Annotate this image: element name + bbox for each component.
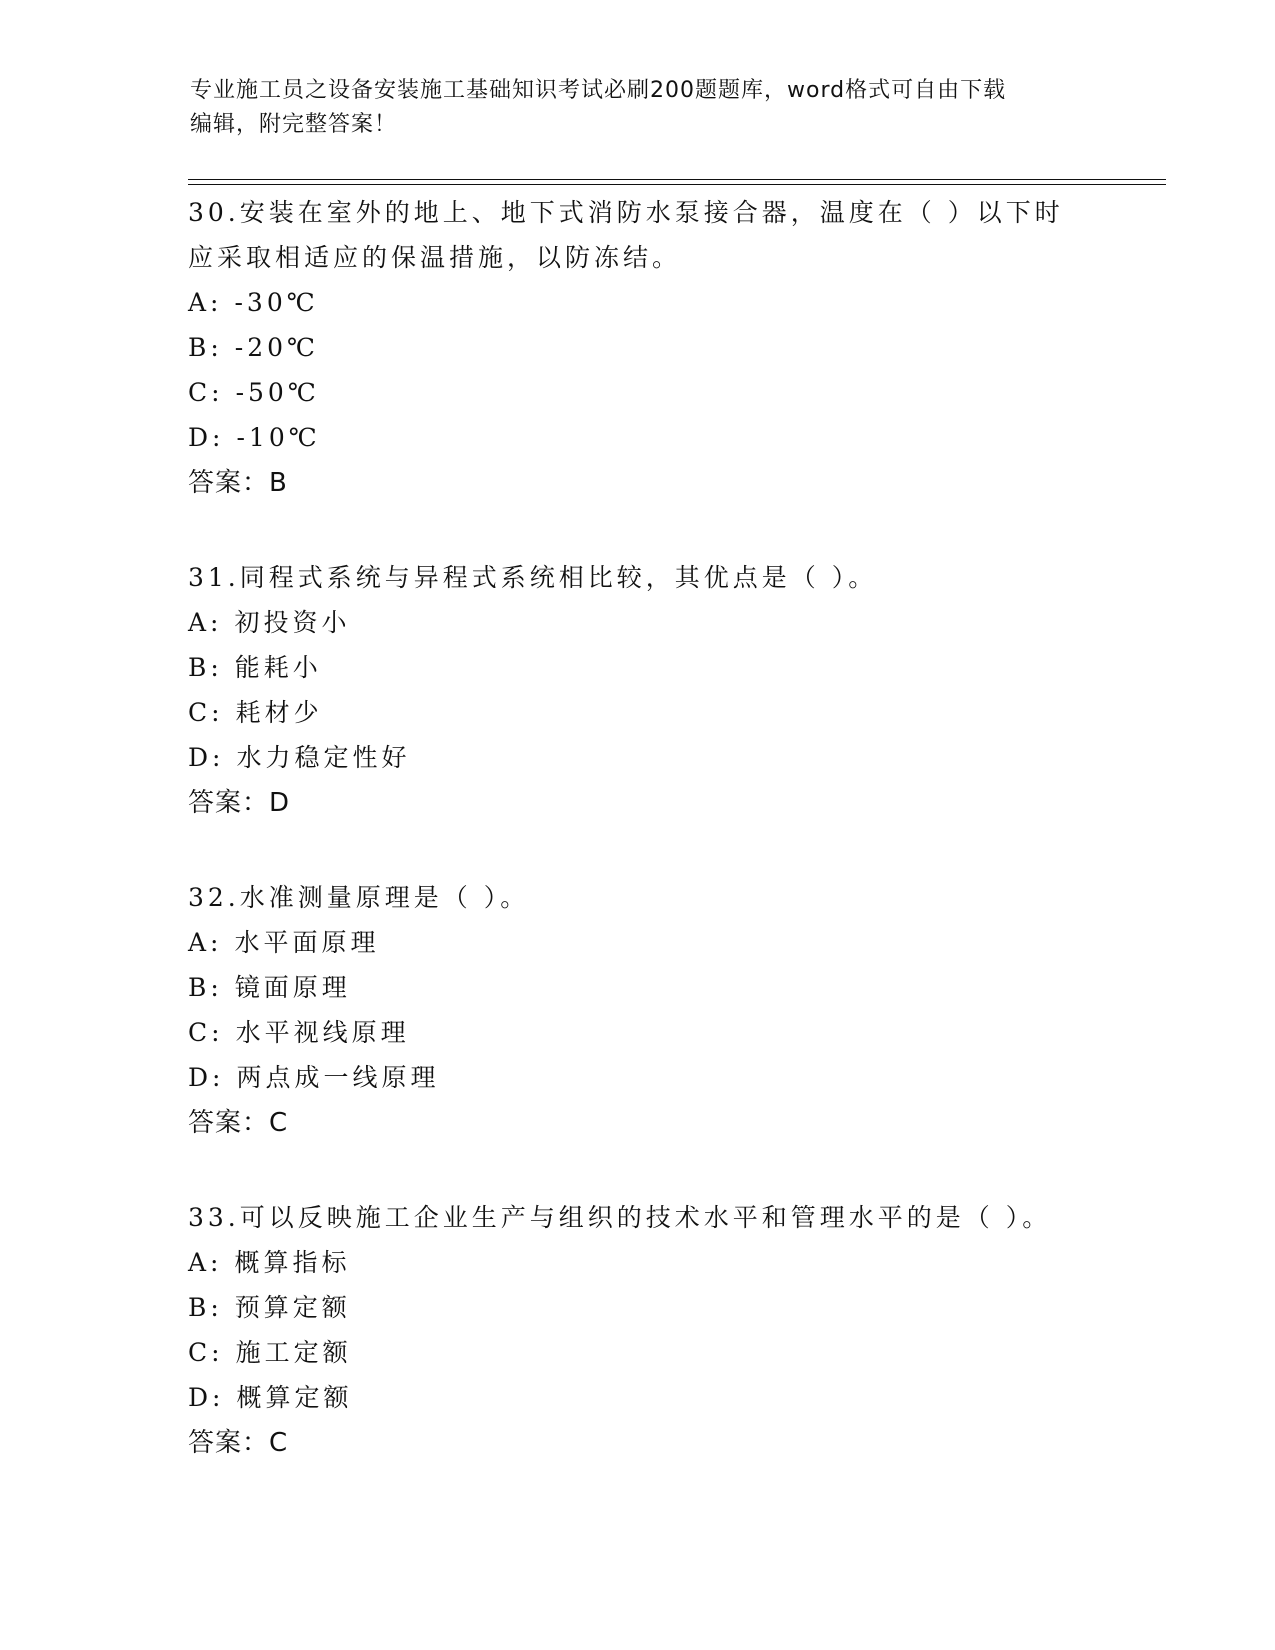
option-text: 两点成一线原理 xyxy=(236,1063,440,1092)
option-letter: A: xyxy=(188,1248,223,1277)
option-b xyxy=(188,325,1088,370)
option-letter: C: xyxy=(188,1338,224,1367)
question-stem xyxy=(188,190,1088,280)
option-c xyxy=(188,690,1088,735)
option-letter: A: xyxy=(188,288,223,317)
question-stem xyxy=(188,875,1088,920)
option-letter: C: xyxy=(188,1018,224,1047)
option-text: -20℃ xyxy=(234,333,320,362)
question-30 xyxy=(188,190,1088,506)
option-text: 水力稳定性好 xyxy=(236,743,411,772)
option-b xyxy=(188,645,1088,690)
option-letter: D: xyxy=(188,743,225,772)
option-text: -50℃ xyxy=(235,378,320,407)
header-line-2: 编辑，附完整答案！ xyxy=(190,112,398,137)
answer-line: 答案：D xyxy=(188,788,291,818)
option-d xyxy=(188,735,1088,780)
option-letter: D: xyxy=(188,1063,225,1092)
option-text: 初投资小 xyxy=(234,608,351,637)
option-letter: B: xyxy=(188,973,223,1002)
option-a xyxy=(188,600,1088,645)
option-letter: A: xyxy=(188,608,223,637)
option-d xyxy=(188,1055,1088,1100)
option-text: 镜面原理 xyxy=(234,973,351,1002)
option-letter: D: xyxy=(188,1383,225,1412)
question-stem-line-1: 32.水准测量原理是（ ）。 xyxy=(188,883,530,912)
option-c xyxy=(188,370,1088,415)
option-text: 预算定额 xyxy=(234,1293,351,1322)
option-letter: B: xyxy=(188,1293,223,1322)
option-c xyxy=(188,1330,1088,1375)
header-line-1: 专业施工员之设备安装施工基础知识考试必刷200题题库，word格式可自由下载 xyxy=(190,78,1007,103)
question-stem xyxy=(188,1195,1088,1240)
question-stem-line-1: 33.可以反映施工企业生产与组织的技术水平和管理水平的是（ ）。 xyxy=(188,1203,1052,1232)
option-text: 概算定额 xyxy=(236,1383,353,1412)
document-header xyxy=(190,74,1070,142)
option-letter: D: xyxy=(188,423,225,452)
question-stem xyxy=(188,555,1088,600)
option-text: 耗材少 xyxy=(235,698,323,727)
question-31 xyxy=(188,555,1088,826)
answer-line: 答案：C xyxy=(188,1108,289,1138)
option-b xyxy=(188,965,1088,1010)
option-a xyxy=(188,280,1088,325)
option-text: 施工定额 xyxy=(235,1338,352,1367)
option-text: -10℃ xyxy=(236,423,321,452)
answer-line: 答案：B xyxy=(188,468,288,498)
option-a xyxy=(188,920,1088,965)
option-text: 能耗小 xyxy=(234,653,322,682)
option-text: 水平视线原理 xyxy=(235,1018,410,1047)
option-text: -30℃ xyxy=(234,288,319,317)
header-divider-bottom xyxy=(188,184,1166,185)
option-letter: C: xyxy=(188,378,224,407)
option-letter: B: xyxy=(188,333,223,362)
option-text: 概算指标 xyxy=(234,1248,351,1277)
question-stem-line-1: 30.安装在室外的地上、地下式消防水泵接合器，温度在（ ）以下时 xyxy=(188,198,1064,227)
option-text: 水平面原理 xyxy=(234,928,380,957)
option-letter: C: xyxy=(188,698,224,727)
option-d xyxy=(188,1375,1088,1420)
question-stem-line-1: 31.同程式系统与异程式系统相比较，其优点是（ ）。 xyxy=(188,563,878,592)
option-letter: B: xyxy=(188,653,223,682)
question-33 xyxy=(188,1195,1088,1466)
option-c xyxy=(188,1010,1088,1055)
header-divider-top xyxy=(188,179,1166,180)
question-stem-line-2: 应采取相适应的保温措施，以防冻结。 xyxy=(188,243,682,272)
question-32 xyxy=(188,875,1088,1146)
option-a xyxy=(188,1240,1088,1285)
answer-line: 答案：C xyxy=(188,1428,289,1458)
option-b xyxy=(188,1285,1088,1330)
option-d xyxy=(188,415,1088,460)
option-letter: A: xyxy=(188,928,223,957)
